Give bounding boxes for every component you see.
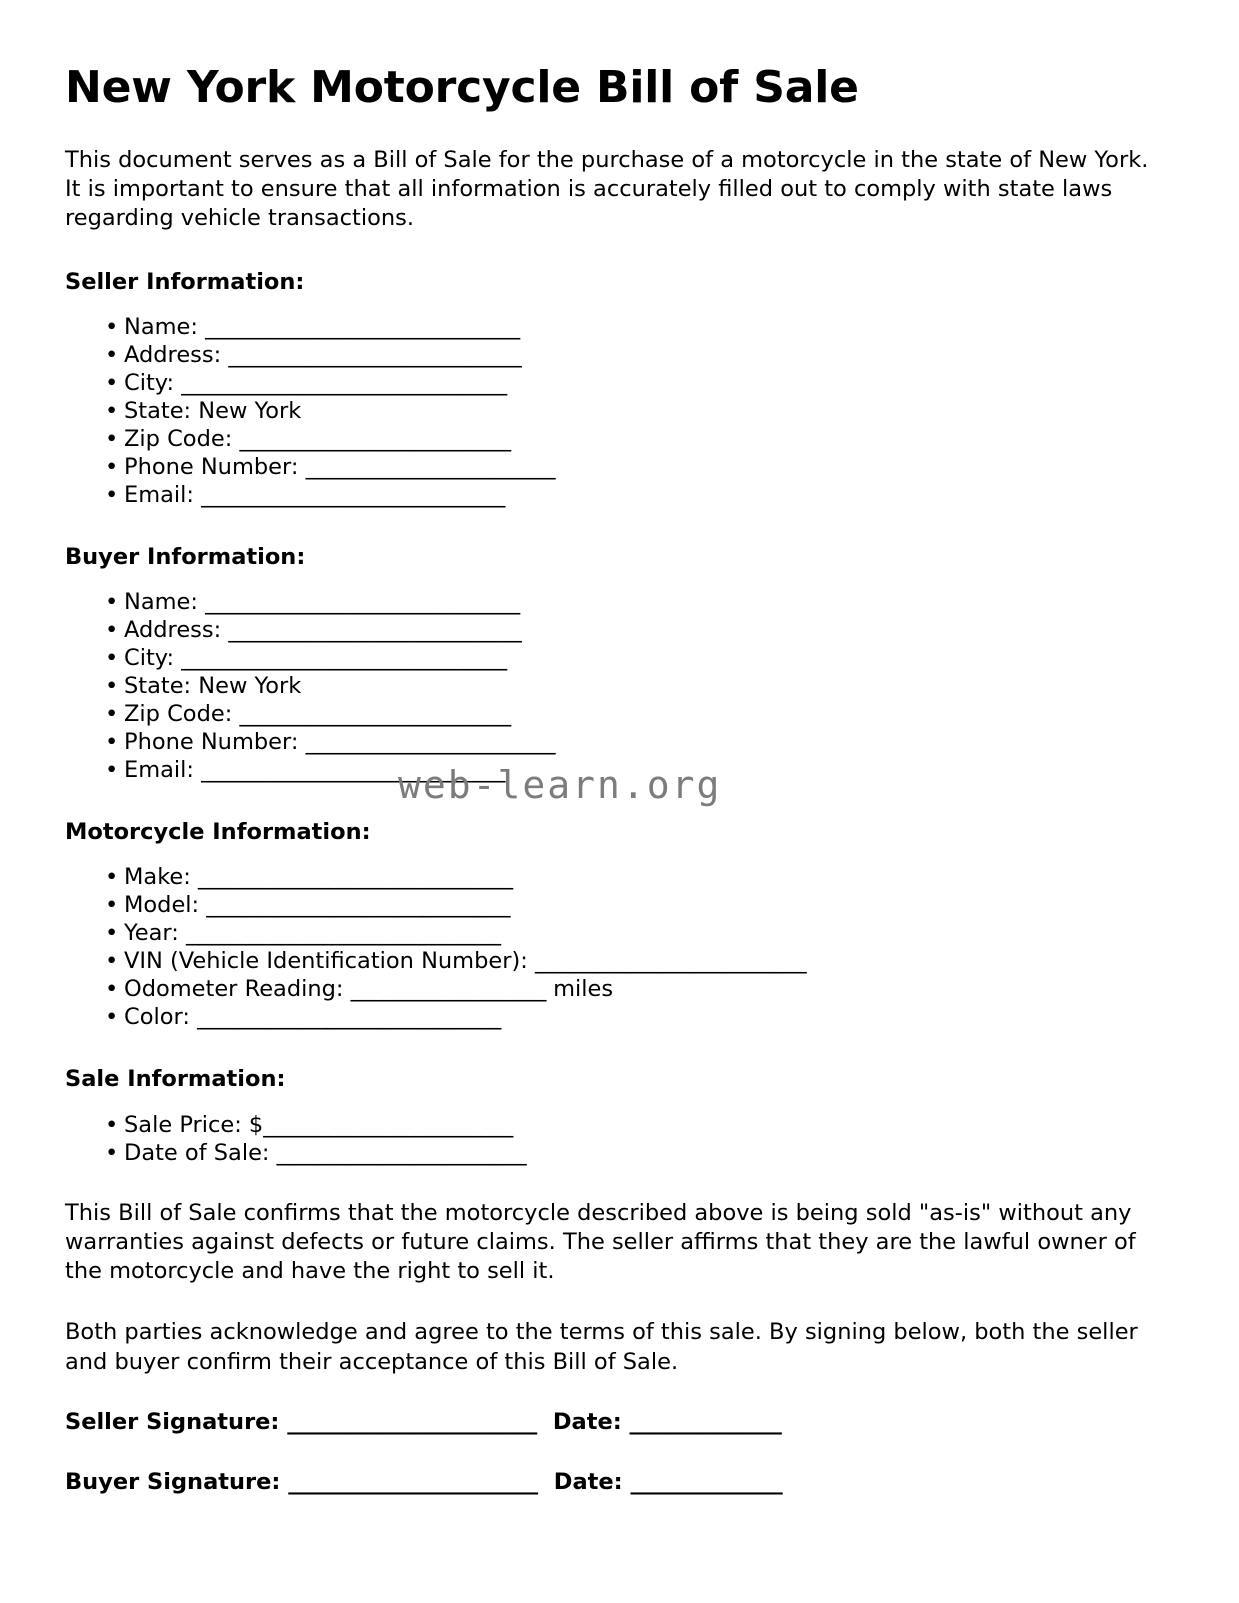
field-label: Name: <box>124 589 206 616</box>
field-blank-line[interactable]: _______________________ <box>305 729 556 756</box>
field-blank-line[interactable]: _______________________ <box>263 1111 513 1138</box>
bullet-icon: • <box>105 481 119 508</box>
signature-row <box>65 1408 1155 1437</box>
list-item <box>65 341 1155 369</box>
list-item <box>65 1111 1155 1139</box>
list-item <box>65 756 1155 784</box>
field-label: State: New York <box>124 397 302 424</box>
bullet-icon: • <box>105 1004 119 1031</box>
closing-paragraph-1: This Bill of Sale confirms that the motorcycle described above is being sold "as-is" without any warranties against defects or future claims. The seller affirms that they are the lawful owner of the motorcycle and have the right to sell it. <box>65 1199 1136 1285</box>
bullet-icon: • <box>105 453 119 480</box>
motorcycle-field-list <box>65 863 1155 1031</box>
list-item <box>65 313 1155 341</box>
list-item <box>65 588 1155 616</box>
signature-row <box>65 1468 1155 1497</box>
list-item <box>65 369 1155 397</box>
field-label: Model: <box>124 892 207 919</box>
bullet-icon: • <box>105 617 119 644</box>
sale-field-list <box>65 1111 1155 1167</box>
list-item <box>65 672 1155 700</box>
section-heading-motorcycle: Motorcycle Information: <box>65 819 371 846</box>
bullet-icon: • <box>105 976 119 1003</box>
field-label: Make: <box>124 864 199 891</box>
signature-label: Buyer Signature: <box>65 1469 289 1496</box>
list-item <box>65 644 1155 672</box>
field-label: Color: <box>124 1004 198 1031</box>
watermark: web-learn.org <box>398 763 722 807</box>
bullet-icon: • <box>105 920 119 947</box>
bullet-icon: • <box>105 729 119 756</box>
buyer-field-list <box>65 588 1155 784</box>
field-blank-line[interactable]: ____________________________ <box>201 757 505 784</box>
field-blank-line[interactable]: ____________________________ <box>201 481 505 508</box>
list-item <box>65 728 1155 756</box>
bullet-icon: • <box>105 313 119 340</box>
list-item <box>65 975 1155 1003</box>
bullet-icon: • <box>105 864 119 891</box>
signature-blank-line[interactable]: _______________________ <box>287 1408 537 1435</box>
list-item <box>65 700 1155 728</box>
field-blank-line[interactable]: _______________________ <box>276 1139 527 1166</box>
field-label: Zip Code: <box>124 425 240 452</box>
bullet-icon: • <box>105 1139 119 1166</box>
list-item <box>65 453 1155 481</box>
section-heading-sale: Sale Information: <box>65 1066 286 1093</box>
section-heading-seller: Seller Information: <box>65 268 305 295</box>
list-item <box>65 1003 1155 1031</box>
bullet-icon: • <box>105 645 119 672</box>
list-item <box>65 481 1155 509</box>
seller-field-list <box>65 313 1155 509</box>
signature-blank-line[interactable]: _______________________ <box>288 1469 538 1496</box>
bullet-icon: • <box>105 673 119 700</box>
bullet-icon: • <box>105 948 119 975</box>
field-blank-line[interactable]: ___________________________ <box>228 617 522 644</box>
field-blank-line[interactable]: _________________________ <box>239 425 511 452</box>
field-label: City: <box>124 369 182 396</box>
field-label: City: <box>124 645 182 672</box>
date-blank-line[interactable]: ______________ <box>629 1408 782 1435</box>
signature-label: Seller Signature: <box>65 1408 288 1435</box>
list-item <box>65 947 1155 975</box>
signature-block <box>65 1408 1155 1498</box>
field-blank-line[interactable]: ____________________________ <box>197 1004 501 1031</box>
bullet-icon: • <box>105 341 119 368</box>
bullet-icon: • <box>105 1111 119 1138</box>
bullet-icon: • <box>105 701 119 728</box>
list-item <box>65 1139 1155 1167</box>
date-label: Date: <box>553 1469 631 1496</box>
field-blank-line[interactable]: ______________________________ <box>181 369 507 396</box>
field-label: Sale Price: $ <box>124 1111 264 1138</box>
date-blank-line[interactable]: ______________ <box>630 1469 783 1496</box>
list-item <box>65 397 1155 425</box>
list-item <box>65 891 1155 919</box>
field-blank-line[interactable]: _____________________________ <box>185 920 501 947</box>
bullet-icon: • <box>105 589 119 616</box>
field-blank-line[interactable]: __________________ <box>350 976 546 1003</box>
list-item <box>65 863 1155 891</box>
field-blank-line[interactable]: _____________________________ <box>205 313 520 340</box>
field-blank-line[interactable]: _________________________ <box>239 701 511 728</box>
field-blank-line[interactable]: _____________________________ <box>198 864 513 891</box>
list-item <box>65 425 1155 453</box>
document-content <box>65 62 1155 1497</box>
field-label: Email: <box>124 481 202 508</box>
field-blank-line[interactable]: ____________________________ <box>206 892 511 919</box>
field-label: Name: <box>124 313 206 340</box>
field-blank-line[interactable]: _________________________ <box>534 948 807 975</box>
field-suffix: miles <box>545 976 614 1003</box>
field-blank-line[interactable]: _____________________________ <box>205 589 520 616</box>
field-label: Phone Number: <box>124 453 306 480</box>
bullet-icon: • <box>105 369 119 396</box>
field-label: Date of Sale: <box>124 1139 277 1166</box>
bullet-icon: • <box>105 397 119 424</box>
field-label: Address: <box>124 617 229 644</box>
field-label: Address: <box>124 341 229 368</box>
field-blank-line[interactable]: _______________________ <box>305 453 556 480</box>
field-label: Phone Number: <box>124 729 306 756</box>
bullet-icon: • <box>105 425 119 452</box>
field-blank-line[interactable]: ______________________________ <box>181 645 507 672</box>
intro-paragraph: This document serves as a Bill of Sale for the purchase of a motorcycle in the state of New York. It is important to ensure that all information is accurately filled out to comply with state laws regarding vehicle transactions. <box>65 146 1149 232</box>
bullet-icon: • <box>105 757 119 784</box>
field-label: Email: <box>124 757 202 784</box>
page-title: New York Motorcycle Bill of Sale <box>65 62 859 113</box>
field-label: State: New York <box>124 673 302 700</box>
bullet-icon: • <box>105 892 119 919</box>
field-label: Year: <box>124 920 186 947</box>
field-label: Zip Code: <box>124 701 240 728</box>
closing-paragraph-2: Both parties acknowledge and agree to the terms of this sale. By signing below, both the seller and buyer confirm their acceptance of this Bill of Sale. <box>65 1319 1138 1375</box>
date-label: Date: <box>552 1408 630 1435</box>
field-label: VIN (Vehicle Identification Number): <box>124 948 535 975</box>
field-blank-line[interactable]: ___________________________ <box>228 341 522 368</box>
field-label: Odometer Reading: <box>124 976 351 1003</box>
list-item <box>65 919 1155 947</box>
section-heading-buyer: Buyer Information: <box>65 543 306 570</box>
list-item <box>65 616 1155 644</box>
